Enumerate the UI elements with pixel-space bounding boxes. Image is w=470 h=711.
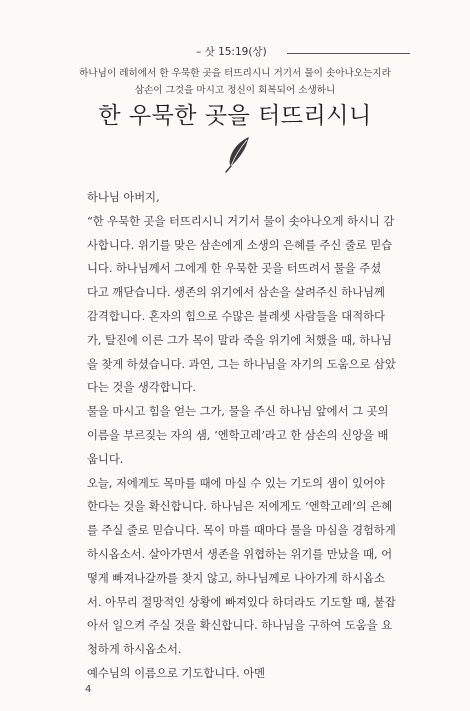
page-number: 4 <box>85 684 92 695</box>
prayer-line: “한 우묵한 곳을 터뜨리시니 거기서 물이 솟아나오게 하시니 감 <box>87 214 395 228</box>
prayer-line: 한다는 것을 확신합니다. 하나님은 저에게도 ‘엔학고레’의 은혜 <box>87 500 393 514</box>
prayer-line: 하나님 아버지, <box>87 191 160 204</box>
prayer-line: 이름을 부르짖는 자의 샘, ‘엔학고레’라고 한 삼손의 신앙을 배 <box>87 428 389 442</box>
prayer-line: 오늘, 저에게도 목마를 때에 마실 수 있는 기도의 샘이 있어야 <box>87 476 385 490</box>
page-title: 한 우묵한 곳을 터뜨리시니 <box>98 103 372 129</box>
prayer-line: 아서 일으켜 주실 것을 확신합니다. 하나님을 구하여 도움을 요 <box>87 619 393 633</box>
prayer-line: 다고 깨닫습니다. 생존의 위기에서 삼손을 살려주신 하나님께 <box>87 286 385 300</box>
scripture-reference: – 삿 15:19(상) <box>196 46 267 58</box>
prayer-line: 를 주실 줄로 믿습니다. 목이 마를 때마다 물을 마심을 경험하게 <box>87 524 396 538</box>
prayer-line: 을 찾게 하셨습니다. 과연, 그는 하나님을 자기의 도움으로 삼았 <box>87 357 396 371</box>
feather-icon <box>222 135 252 173</box>
prayer-line: 니다. 하나님께서 그에게 한 우묵한 곳을 터뜨려서 물을 주셨 <box>87 262 382 276</box>
verse-line: 하나님이 레히에서 한 우묵한 곳을 터뜨리시니 거기서 물이 솟아나오는지라 <box>79 68 391 79</box>
prayer-line: 예수님의 이름으로 기도합니다. 아멘 <box>87 666 266 680</box>
prayer-line: 서. 아무리 절망적인 상황에 빠져있다 하더라도 기도할 때, 붙잡 <box>87 595 396 609</box>
verse-line: 삼손이 그것을 마시고 정신이 회복되어 소생하니 <box>134 85 336 96</box>
prayer-line: 사합니다. 위기를 맞은 삼손에게 소생의 은혜를 주신 줄로 믿습 <box>87 238 393 252</box>
prayer-body <box>87 186 413 686</box>
prayer-line: 가, 탈진에 이른 그가 목이 말라 죽을 위기에 처했을 때, 하나님 <box>87 333 393 347</box>
reference-rule <box>287 53 410 54</box>
prayer-line: 물을 마시고 힘을 얻는 그가, 물을 주신 하나님 앞에서 그 곳의 <box>87 405 389 419</box>
prayer-line: 청하게 하시옵소서. <box>87 643 182 657</box>
scripture-reference-row <box>0 44 470 60</box>
prayer-line: 웁니다. <box>87 452 124 466</box>
prayer-line: 하시옵소서. 살아가면서 생존을 위협하는 위기를 만났을 때, 어 <box>87 547 393 561</box>
prayer-line: 다는 것을 생각합니다. <box>87 381 196 395</box>
prayer-line: 떻게 빠져나갈까를 찾지 않고, 하나님께로 나아가게 하시옵소 <box>87 571 385 585</box>
prayer-line: 감격합니다. 혼자의 힘으로 수많은 블레셋 사람들을 대적하다 <box>87 309 385 323</box>
